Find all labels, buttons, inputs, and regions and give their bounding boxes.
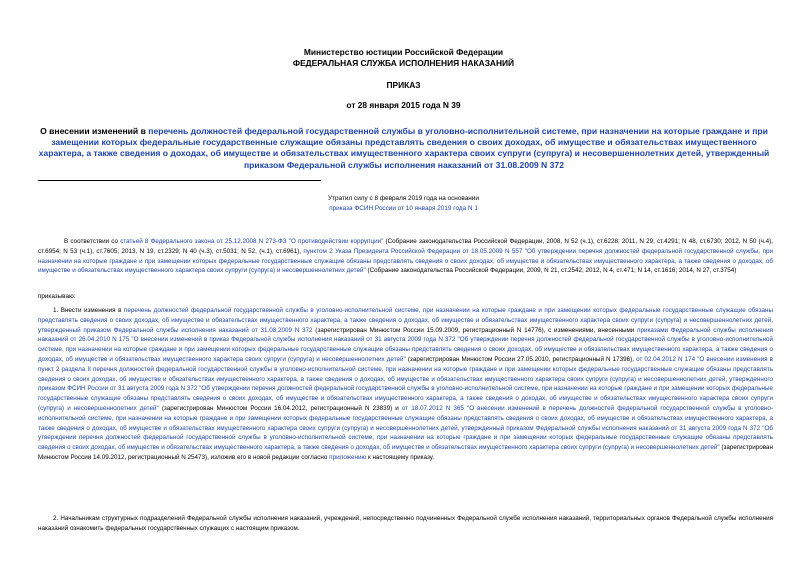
document-date-number: от 28 января 2015 года N 39 bbox=[346, 100, 461, 110]
service-name: ФЕДЕРАЛЬНАЯ СЛУЖБА ИСПОЛНЕНИЯ НАКАЗАНИЙ bbox=[292, 58, 515, 68]
order-word: приказываю: bbox=[38, 293, 76, 300]
ministry-name: Министерство юстиции Российской Федерации bbox=[303, 47, 504, 57]
preamble-text-1: В соответствии со bbox=[64, 238, 121, 245]
list-link[interactable]: перечень должностей федеральной государственной службы в уголовно-исполнительной системе, при назначении на которые граждане и при замещении которых федеральные государственные служащие обязаны представлять сведения о своих доходах, об имуществе и обязательствах имущественного характера, а также сведения о доходах, об имуществе и обязательствах имущественного характера своих супруги (супруга) и несовершеннолетних детей, утвержденный приказом Федеральной службы исполнения наказаний от 31.08.2009 N 372 bbox=[38, 307, 773, 334]
lost-force-note bbox=[300, 194, 507, 214]
decree-link[interactable]: пунктом 2 Указа Президента Российской Федерации от 18.05.2009 N 557 "Об утверждении перечня должностей федеральной государственной службы, при назначении на которые граждане и при замещении которых федеральные государственные служащие обязаны представлять сведения о своих доходах, об имуществе и обязательствах имущественного характера, а также сведения о доходах, об имуществе и обязательствах имущественного характера своих супруги (супруга) и несовершеннолетних детей" bbox=[38, 247, 773, 275]
preamble-paragraph bbox=[38, 237, 773, 276]
item1-text-g: (зарегистрирован Минюстом России 16.04.2012, регистрационный N 23839) и bbox=[158, 404, 402, 412]
item1-text-k: к настоящему приказу. bbox=[366, 453, 435, 461]
preamble-text-3: (Собрание законодательства Российской Федерации, 2009, N 21, ст.2542; 2012, N 4, ст.471; N 14, ст.1616; 2014, N 27, ст.3754) bbox=[365, 267, 737, 275]
item1-text-i: (зарегистрирован Минюстом России 14.09.2012, регистрационный N 25473), изложив его в новой редакции согласно bbox=[38, 444, 773, 461]
item1-text-e: (зарегистрирован Минюстом России 27.05.2010, регистрационный N 17396), bbox=[405, 355, 637, 363]
order-175-link[interactable]: приказами Федеральной службы исполнения наказаний от 26.04.2010 N 175 "О внесении изменений в приказ Федеральной службы исполнения наказаний от 31 августа 2009 года N 372 "Об утверждении перечня должностей федеральной государственной службы в уголовно-исполнительной системе, при назначении на которые граждане и при замещении которых федеральные государственные служащие обязаны представлять сведения о своих доходах, об имуществе и обязательствах имущественного характера, а также сведения о доходах, об имуществе и обязательствах имущественного характера своих супруги (супруга) и несовершеннолетних детей" bbox=[38, 326, 774, 363]
document-title bbox=[30, 126, 778, 171]
item1-text-a: 1. Внести изменения в bbox=[53, 307, 124, 314]
title-link[interactable]: перечень должностей федеральной государственной службы в уголовно-исполнительной системе, при назначении на которые граждане и при замещении которых федеральные государственные служащие обязаны представлять сведения о своих доходах, об имуществе и обязательствах имущественного характера, а также сведения о доходах, об имуществе и обязательствах имущественного характера своих супруги (супруга) и несовершеннолетних детей, утвержденный приказом Федеральной службы исполнения наказаний от 31.08.2009 N 372 bbox=[38, 126, 770, 170]
title-prefix: О внесении изменений в bbox=[40, 126, 149, 136]
document-type: ПРИКАЗ bbox=[386, 80, 421, 90]
preamble-text-2: (Собрание законодательства Российской Федерации, 2008, N 52 (ч.1), ст.6228; 2011, N 29, ст.4291; N 48, ст.6730; 2012, N 50 (ч.4), ст.6954; N 53 (ч.1), ст.7605; 2013, N 19, ст.2329; N 40 (ч.3), ст.5031; N 52, (ч.1), ст.6961), bbox=[38, 238, 773, 255]
lost-force-text: Утратил силу с 8 февраля 2019 года на основании bbox=[328, 195, 479, 202]
item-1-paragraph bbox=[38, 306, 773, 463]
divider bbox=[38, 180, 321, 181]
appendix-link[interactable]: приложению bbox=[329, 453, 367, 461]
item1-text-c: (зарегистрирован Минюстом России 15.09.2009, регистрационный N 14776), с изменениями, внесенными bbox=[312, 326, 638, 334]
law-link[interactable]: статьей 8 Федерального закона от 25.12.2008 N 273-ФЗ "О противодействии коррупции" bbox=[120, 238, 384, 245]
order-174-link[interactable]: от 02.04.2012 N 174 "О внесении изменения в пункт 2 раздела II перечня должностей федеральной государственной службы в уголовно-исполнительной системе, при назначении на которые граждане и при замещении которых федеральные государственные служащие обязаны представлять сведения о своих доходах, об имуществе и обязательствах имущественного характера, а также сведения о доходах, об имуществе и обязательствах имущественного характера своих супруги (супруга) и несовершеннолетних детей, утвержденного приказом ФСИН России от 31 августа 2009 года N 372 "Об утверждении перечня должностей федеральной государственной службы в уголовно-исполнительной системе, при назначении на которые граждане и при замещении которых федеральные государственные служащие обязаны представлять сведения о своих доходах, об имуществе и обязательствах имущественного характера, а также сведения о доходах, об имуществе и обязательствах имущественного характера своих супруги (супруга) и несовершеннолетних детей" bbox=[38, 355, 773, 412]
item2-text: 2. Начальникам структурных подразделений Федеральной службы исполнения наказаний, учреждений, непосредственно подчиненных Федеральной службе исполнения наказаний, территориальных органов Федеральной службы исполнения наказаний ознакомить федеральных государственных служащих с настоящим приказом. bbox=[38, 515, 773, 532]
item-2-paragraph bbox=[38, 514, 773, 534]
lost-force-link[interactable]: приказа ФСИН России от 10 января 2019 года N 1 bbox=[329, 205, 478, 212]
order-365-link[interactable]: от 18.07.2012 N 365 "О внесении изменений в перечень должностей федеральной государственной службы в уголовно-исполнительной системе, при назначении на которые граждане и при замещении которых федеральные государственные служащие обязаны представлять сведения о своих доходах, об имуществе и обязательствах имущественного характера, а также сведения о доходах, об имуществе и обязательствах имущественного характера своих супруги (супруга) и несовершеннолетних детей, утвержденный приказом Федеральной службы исполнения наказаний от 31 августа 2009 года N 372 "Об утверждении перечня должностей федеральной государственной службы в уголовно-исполнительной системе, при назначении на которые граждане и при замещении которых федеральные государственные служащие обязаны представлять сведения о своих доходах, об имуществе и обязательствах имущественного характера, а также сведения о доходах, об имуществе и обязательствах имущественного характера своих супруги (супруга) и несовершеннолетних детей" bbox=[38, 404, 773, 452]
